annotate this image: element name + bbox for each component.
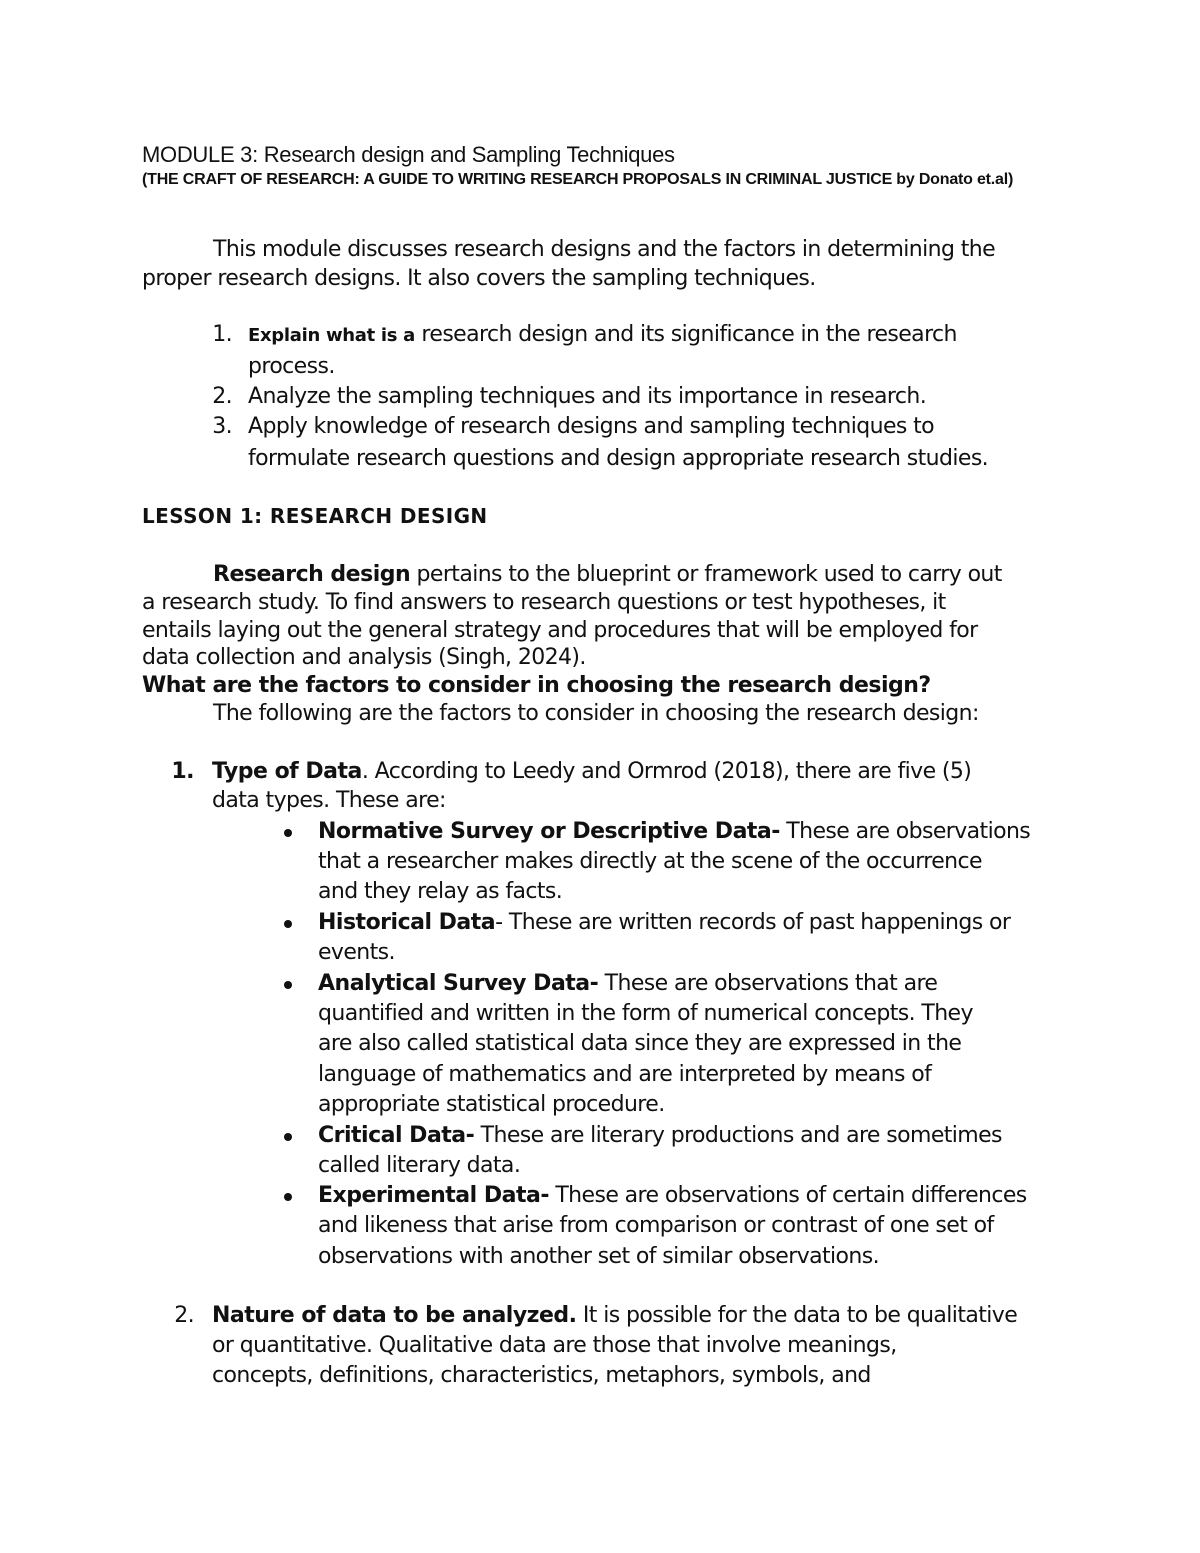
factor-1-line-2: data types. These are: xyxy=(212,788,446,813)
type-5-line-3: observations with another set of similar observations. xyxy=(318,1244,879,1269)
type-1-text: These are observations xyxy=(779,819,1031,844)
factor-2-line-1 xyxy=(212,1301,1017,1331)
bullet-icon xyxy=(284,920,292,928)
definition-line-3: entails laying out the general strategy and procedures that will be employed for xyxy=(142,618,978,643)
intro-line-1: This module discusses research designs and the factors in determining the xyxy=(213,237,996,262)
type-4-term: Critical Data- xyxy=(318,1123,475,1148)
type-5-text: These are observations of certain differences xyxy=(548,1183,1027,1208)
objective-3-marker: 3. xyxy=(212,414,232,439)
factors-question-text: What are the factors to consider in choosing the research design? xyxy=(142,673,931,698)
type-3-text: These are observations that are xyxy=(598,971,938,996)
factor-2-line-3: concepts, definitions, characteristics, metaphors, symbols, and xyxy=(212,1363,871,1388)
definition-line-1 xyxy=(213,560,1002,590)
type-5-line-1 xyxy=(318,1181,1027,1211)
type-3-line-2: quantified and written in the form of numerical concepts. They xyxy=(318,1001,973,1026)
bullet-icon xyxy=(284,829,292,837)
type-1-line-3: and they relay as facts. xyxy=(318,879,563,904)
factor-1-text: . According to Leedy and Ormrod (2018), there are five (5) xyxy=(361,759,972,784)
factors-question xyxy=(142,671,931,701)
type-3-line-4: language of mathematics and are interpreted by means of xyxy=(318,1062,932,1087)
factor-1-term: Type of Data xyxy=(212,759,362,784)
type-2-line-1 xyxy=(318,908,1010,938)
definition-line-2: a research study. To find answers to research questions or test hypotheses, it xyxy=(142,590,946,615)
module-title: MODULE 3: Research design and Sampling Techniques xyxy=(142,142,675,167)
definition-line-4: data collection and analysis (Singh, 2024). xyxy=(142,645,586,670)
type-5-line-2: and likeness that arise from comparison or contrast of one set of xyxy=(318,1213,994,1238)
intro-line-2: proper research designs. It also covers the sampling techniques. xyxy=(142,266,816,291)
type-1-line-1 xyxy=(318,817,1030,847)
objective-1-line-2: process. xyxy=(248,354,335,379)
factor-2-term: Nature of data to be analyzed. xyxy=(212,1303,577,1328)
definition-text: pertains to the blueprint or framework used to carry out xyxy=(410,562,1002,587)
objective-3-line-1: Apply knowledge of research designs and sampling techniques to xyxy=(248,414,935,439)
factor-2-line-2: or quantitative. Qualitative data are those that involve meanings, xyxy=(212,1333,897,1358)
type-4-line-2: called literary data. xyxy=(318,1153,521,1178)
objective-2-marker: 2. xyxy=(212,384,232,409)
bullet-icon xyxy=(284,981,292,989)
lesson-heading: LESSON 1: RESEARCH DESIGN xyxy=(142,504,488,528)
type-2-text: - These are written records of past happenings or xyxy=(495,910,1011,935)
bullet-icon xyxy=(284,1133,292,1141)
type-3-line-1 xyxy=(318,969,937,999)
definition-term: Research design xyxy=(213,562,411,587)
type-4-line-1 xyxy=(318,1121,1002,1151)
type-3-term: Analytical Survey Data- xyxy=(318,971,599,996)
type-5-term: Experimental Data- xyxy=(318,1183,549,1208)
objective-1-marker: 1. xyxy=(212,322,232,347)
type-4-text: These are literary productions and are sometimes xyxy=(474,1123,1002,1148)
type-3-line-3: are also called statistical data since they are expressed in the xyxy=(318,1031,962,1056)
factor-1-marker xyxy=(154,757,194,787)
factor-2-text: It is possible for the data to be qualitative xyxy=(576,1303,1018,1328)
objective-1-line-1 xyxy=(248,320,957,351)
factors-intro: The following are the factors to consider in choosing the research design: xyxy=(213,701,979,726)
factor-1-marker-text: 1. xyxy=(171,759,194,784)
factor-2-marker: 2. xyxy=(174,1303,194,1328)
type-3-line-5: appropriate statistical procedure. xyxy=(318,1092,665,1117)
type-2-term: Historical Data xyxy=(318,910,496,935)
objective-1-lead: Explain what is a xyxy=(248,325,416,346)
module-subtitle: (THE CRAFT OF RESEARCH: A GUIDE TO WRITING RESEARCH PROPOSALS IN CRIMINAL JUSTICE by Donato et.al) xyxy=(142,171,1014,188)
objective-3-line-2: formulate research questions and design appropriate research studies. xyxy=(248,446,989,471)
objective-1-text: research design and its significance in the research xyxy=(415,322,957,347)
type-2-line-2: events. xyxy=(318,940,395,965)
objective-2-line-1: Analyze the sampling techniques and its importance in research. xyxy=(248,384,927,409)
factor-1-line-1 xyxy=(212,757,971,787)
bullet-icon xyxy=(284,1193,292,1201)
type-1-term: Normative Survey or Descriptive Data- xyxy=(318,819,780,844)
type-1-line-2: that a researcher makes directly at the scene of the occurrence xyxy=(318,849,982,874)
